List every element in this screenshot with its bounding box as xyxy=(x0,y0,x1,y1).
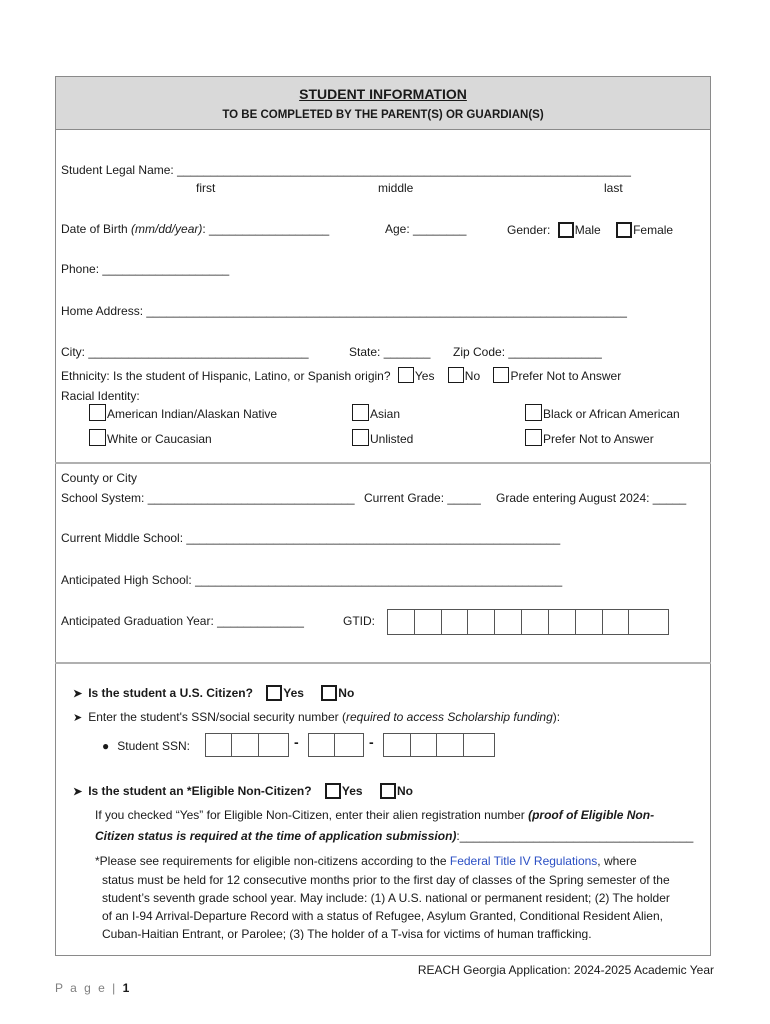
footer-application-year: REACH Georgia Application: 2024-2025 Academic Year xyxy=(417,963,714,977)
race-option-label: Asian xyxy=(370,407,401,421)
city-field[interactable]: City: _________________________________ xyxy=(61,345,309,359)
requirements-line5: Cuban-Haitian Entrant, or Parolee; (3) The holder of a T-visa for victims of human trafficking. xyxy=(102,927,592,940)
race-checkbox[interactable] xyxy=(525,404,542,421)
race-option[interactable] xyxy=(525,429,654,446)
requirements-line1 xyxy=(95,854,637,868)
age-field[interactable]: Age: ________ xyxy=(385,222,467,236)
dob-label: Date of Birth xyxy=(61,222,132,236)
form-frame xyxy=(55,76,711,956)
requirements-line2: status must be held for 12 consecutive months prior to the first day of classes of the Spring semester of the xyxy=(102,873,670,887)
race-checkbox[interactable] xyxy=(89,429,106,446)
gender-group xyxy=(507,222,673,238)
alien-number-blank: :___________________________________ xyxy=(456,829,694,843)
race-option[interactable] xyxy=(525,404,680,421)
race-option-label: Black or African American xyxy=(543,407,680,421)
noncitizen-question: Is the student an *Eligible Non-Citizen? xyxy=(88,784,312,798)
dob-format: (mm/dd/year) xyxy=(131,222,203,236)
requirements-line4: of an I-94 Arrival-Departure Record with a status of Refugee, Asylum Granted, Conditional Resident Alien, xyxy=(102,909,663,923)
ssn-digit-box[interactable] xyxy=(259,734,288,756)
ethnicity-prefer-label: Prefer Not to Answer xyxy=(510,369,622,383)
state-field[interactable]: State: _______ xyxy=(349,345,431,359)
race-checkbox[interactable] xyxy=(89,404,106,421)
noncitizen-row xyxy=(73,783,413,799)
page-number: 1 xyxy=(122,981,130,995)
school-system-field[interactable]: School System: _______________________________ xyxy=(61,491,355,505)
gtid-digit-box[interactable] xyxy=(629,610,668,634)
dob-blank: : __________________ xyxy=(202,222,330,236)
alien-text-line1 xyxy=(95,808,654,822)
name-middle-caption: middle xyxy=(378,181,414,195)
citizen-yes-label: Yes xyxy=(283,686,304,700)
noncitizen-yes-label: Yes xyxy=(341,784,363,798)
footer-page-number xyxy=(55,981,129,995)
gtid-input-boxes[interactable] xyxy=(387,609,669,635)
noncitizen-yes-checkbox[interactable] xyxy=(325,783,341,799)
alien-registration-field[interactable] xyxy=(95,829,693,843)
section-divider xyxy=(55,462,711,464)
graduation-year-field[interactable]: Anticipated Graduation Year: _____________ xyxy=(61,614,304,628)
home-address-field[interactable]: Home Address: ________________________________________________________________________ xyxy=(61,304,627,318)
citizen-question: Is the student a U.S. Citizen? xyxy=(88,686,253,700)
alien-text-emphasis: Citizen status is required at the time of application submission) xyxy=(95,829,457,843)
ssn-prompt-emphasis: required to access Scholarship funding xyxy=(345,710,553,724)
arrow-bullet-icon: ➤ xyxy=(73,712,83,724)
requirements-text: *Please see requirements for eligible non-citizens according to the xyxy=(95,854,450,868)
page-label: P a g e | xyxy=(55,981,118,995)
ssn-digit-box[interactable] xyxy=(464,734,494,756)
arrow-bullet-icon: ➤ xyxy=(73,688,83,700)
ssn-prompt xyxy=(73,710,560,724)
requirements-line3: student’s seventh grade school year. May include: (1) A U.S. national or permanent resident; (2) The holder xyxy=(102,891,670,905)
middle-school-field[interactable]: Current Middle School: ________________________________________________________ xyxy=(61,531,561,545)
ssn-digit-box[interactable] xyxy=(335,734,363,756)
ethnicity-no-label: No xyxy=(464,369,481,383)
race-option[interactable] xyxy=(352,429,413,446)
high-school-field[interactable]: Anticipated High School: _______________________________________________________ xyxy=(61,573,563,587)
ssn-digit-box[interactable] xyxy=(309,734,335,756)
citizen-yes-checkbox[interactable] xyxy=(266,685,282,701)
form-title: STUDENT INFORMATION xyxy=(299,86,467,102)
ssn-label: Student SSN: xyxy=(117,739,190,753)
name-first-caption: first xyxy=(196,181,216,195)
gender-male-checkbox[interactable] xyxy=(558,222,574,238)
citizen-no-label: No xyxy=(338,686,355,700)
gtid-digit-box[interactable] xyxy=(522,610,549,634)
ssn-area-boxes[interactable] xyxy=(205,733,289,757)
race-option[interactable] xyxy=(352,404,400,421)
race-checkbox[interactable] xyxy=(525,429,542,446)
noncitizen-no-checkbox[interactable] xyxy=(380,783,396,799)
alien-text-emphasis: (proof of Eligible Non- xyxy=(528,808,655,822)
racial-identity-label: Racial Identity: xyxy=(61,389,140,403)
ssn-digit-box[interactable] xyxy=(437,734,464,756)
federal-regulations-link[interactable]: Federal Title IV Regulations xyxy=(449,854,598,868)
zip-field[interactable]: Zip Code: ______________ xyxy=(453,345,602,359)
dob-field[interactable] xyxy=(61,222,329,236)
race-option-label: Prefer Not to Answer xyxy=(543,432,654,446)
race-option[interactable] xyxy=(89,429,212,446)
county-label: County or City xyxy=(61,471,138,485)
current-grade-field[interactable]: Current Grade: _____ xyxy=(364,491,481,505)
arrow-bullet-icon: ➤ xyxy=(73,786,83,798)
race-checkbox[interactable] xyxy=(352,429,369,446)
ssn-prompt-text: Enter the student's SSN/social security number ( xyxy=(88,710,346,724)
ethnicity-prefer-checkbox[interactable] xyxy=(493,367,509,383)
alien-text: If you checked “Yes” for Eligible Non-Citizen, enter their alien registration number xyxy=(95,808,529,822)
legal-name-field[interactable]: Student Legal Name: ____________________________________________________________________ xyxy=(61,163,631,177)
gtid-digit-box[interactable] xyxy=(603,610,630,634)
form-subtitle: TO BE COMPLETED BY THE PARENT(S) OR GUARDIAN(S) xyxy=(222,109,544,121)
dot-bullet-icon: ● xyxy=(102,739,110,753)
gtid-label: GTID: xyxy=(343,614,375,628)
noncitizen-no-label: No xyxy=(396,784,413,798)
ssn-prompt-end: ): xyxy=(552,710,561,724)
ssn-digit-box[interactable] xyxy=(232,734,258,756)
gender-label: Gender: xyxy=(507,223,551,237)
race-option-label: American Indian/Alaskan Native xyxy=(107,407,278,421)
citizen-no-checkbox[interactable] xyxy=(321,685,337,701)
ethnicity-question: Ethnicity: Is the student of Hispanic, Latino, or Spanish origin? xyxy=(61,369,391,383)
ethnicity-no-checkbox[interactable] xyxy=(448,367,464,383)
ssn-group-boxes[interactable] xyxy=(308,733,364,757)
gtid-digit-box[interactable] xyxy=(388,610,415,634)
form-header xyxy=(55,76,711,130)
phone-field[interactable]: Phone: ___________________ xyxy=(61,262,230,276)
gtid-digit-box[interactable] xyxy=(576,610,603,634)
race-option-label: Unlisted xyxy=(370,432,414,446)
gtid-digit-box[interactable] xyxy=(495,610,522,634)
gender-female-label: Female xyxy=(633,223,674,237)
name-last-caption: last xyxy=(604,181,623,195)
gtid-digit-box[interactable] xyxy=(549,610,576,634)
ethnicity-yes-label: Yes xyxy=(414,369,435,383)
ssn-label-row xyxy=(102,739,190,753)
grade-entering-field[interactable]: Grade entering August 2024: _____ xyxy=(496,491,687,505)
race-option[interactable] xyxy=(89,404,277,421)
requirements-text: , where xyxy=(597,854,637,868)
ssn-dash: - xyxy=(369,734,374,750)
ssn-digit-box[interactable] xyxy=(206,734,232,756)
citizen-row xyxy=(73,685,354,701)
ethnicity-row xyxy=(61,367,621,383)
ethnicity-yes-checkbox[interactable] xyxy=(398,367,414,383)
section-divider xyxy=(55,662,711,664)
ssn-digit-box[interactable] xyxy=(411,734,438,756)
gtid-digit-box[interactable] xyxy=(468,610,495,634)
gtid-digit-box[interactable] xyxy=(442,610,469,634)
ssn-digit-box[interactable] xyxy=(384,734,411,756)
ssn-dash: - xyxy=(294,734,299,750)
race-option-label: White or Caucasian xyxy=(107,432,212,446)
gender-male-label: Male xyxy=(574,223,601,237)
race-checkbox[interactable] xyxy=(352,404,369,421)
gtid-digit-box[interactable] xyxy=(415,610,442,634)
ssn-serial-boxes[interactable] xyxy=(383,733,495,757)
gender-female-checkbox[interactable] xyxy=(616,222,632,238)
